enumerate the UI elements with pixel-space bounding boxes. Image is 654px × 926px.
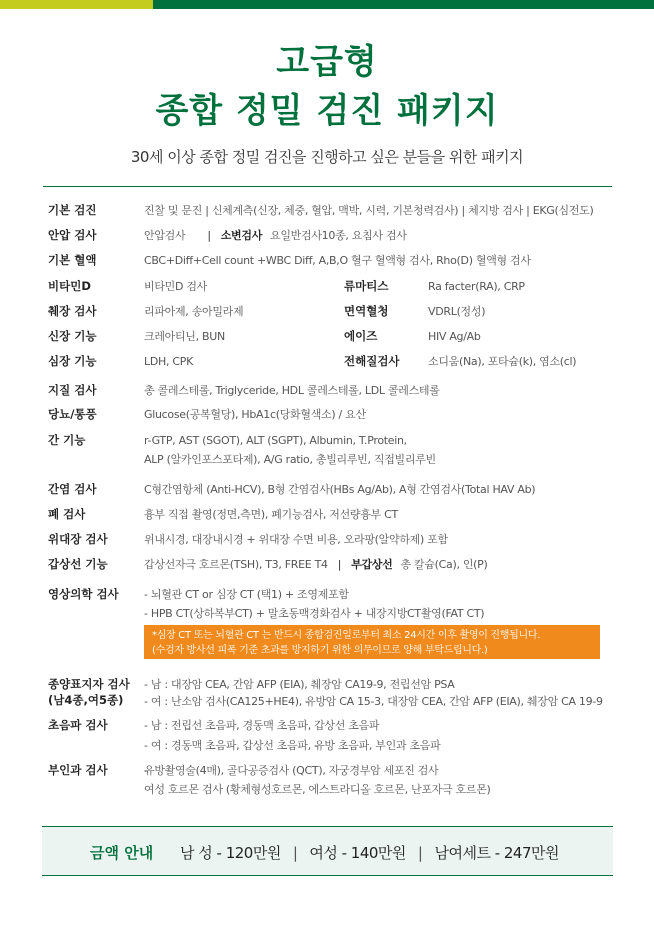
notice-line2: (수검자 방사선 피폭 기준 초과를 방지하기 위한 의무이므로 양해 부탁드립니다.) [152, 645, 488, 656]
row-label: 갑상선 기능 [48, 557, 108, 571]
row-label-2: 류마티스 [344, 279, 389, 293]
price-female: 여성 - 140만원 [309, 844, 406, 862]
row-content: LDH, CPK [144, 355, 193, 368]
inline-content: 요일반검사10종, 요침사 검사 [270, 229, 407, 242]
row-content [144, 557, 614, 572]
top-divider [43, 186, 612, 187]
row-content-text: 안압검사 [144, 229, 186, 242]
row-content-text: 갑상선자극 호르몬(TSH), T3, FREE T4 [144, 558, 328, 571]
row-content: C형간염항체 (Anti-HCV), B형 간염검사(HBs Ag/Ab), A형 간염검사(Total HAV Ab) [144, 483, 536, 496]
row-label: 지질 검사 [48, 383, 97, 397]
row-content: 총 콜레스테롤, Triglyceride, HDL 콜레스테롤, LDL 콜레스테롤 [144, 384, 440, 397]
price-footer [42, 826, 613, 876]
row-label: 부인과 검사 [48, 763, 108, 777]
row-content-line1: r-GTP, AST (SGOT), ALT (SGPT), Albumin, T.Protein, [144, 434, 407, 447]
ct-notice-box [144, 625, 600, 659]
row-label-line1: 종양표지자 검사 [48, 677, 130, 691]
row-label: 췌장 검사 [48, 304, 97, 318]
price-male: 남 성 - 120만원 [180, 844, 281, 862]
row-content: Glucose(공복혈당), HbA1c(당화혈색소) / 요산 [144, 408, 366, 421]
page-title-line2: 종합 정밀 검진 패키지 [155, 91, 499, 131]
notice-line1: *심장 CT 또는 뇌혈관 CT 는 반드시 종합검진일로부터 최소 24시간 이후 촬영이 진행됩니다. [152, 630, 541, 641]
row-label: 간염 검사 [48, 482, 97, 496]
row-label: 초음파 검사 [48, 718, 108, 732]
row-content-line2: ALP (알카인포스포타제), A/G ratio, 총빌리루빈, 직접빌리루빈 [144, 453, 436, 466]
row-label-2: 면역혈청 [344, 304, 389, 318]
top-bar-green-segment [153, 0, 654, 9]
row-label: 비타민D [48, 279, 91, 293]
price-set: 남여세트 - 247만원 [434, 844, 560, 862]
row-label-2: 전해질검사 [344, 354, 400, 368]
top-bar-yellow-segment [0, 0, 153, 9]
inline-divider: | [337, 558, 342, 571]
row-content: 리파아제, 송아밀라제 [144, 305, 244, 318]
row-label: 안압 검사 [48, 228, 97, 242]
top-color-bar [0, 0, 654, 9]
row-content-line1: 유방촬영술(4매), 골다공증검사 (QCT), 자궁경부암 세포진 검사 [144, 764, 439, 777]
row-content: 진찰 및 문진 | 신체계측(신장, 체중, 혈압, 맥박, 시력, 기본청력검사) | 체지방 검사 | EKG(심전도) [144, 204, 594, 217]
row-content-2: Ra facter(RA), CRP [428, 280, 525, 293]
row-label-line2: (남4종,여5종) [48, 693, 124, 707]
price-label: 금액 안내 [90, 844, 154, 862]
row-label: 기본 검진 [48, 203, 97, 217]
row-label: 심장 기능 [48, 354, 97, 368]
inline-divider: | [207, 229, 211, 242]
row-content-2: 소디움(Na), 포타슘(k), 염소(cl) [428, 355, 577, 368]
inline-content: 총 칼슘(Ca), 인(P) [400, 558, 488, 571]
row-content-2: HIV Ag/Ab [428, 330, 481, 343]
price-list [180, 842, 559, 863]
row-content [144, 228, 614, 243]
row-content-line1: - 남 : 대장암 CEA, 간암 AFP (EIA), 췌장암 CA19-9, 전립선암 PSA [144, 678, 455, 691]
row-content-2: VDRL(정성) [428, 305, 486, 318]
row-label: 간 기능 [48, 433, 86, 447]
row-label: 폐 검사 [48, 507, 86, 521]
inline-label: 부갑상선 [351, 558, 393, 571]
row-content: 위내시경, 대장내시경 + 위대장 수면 비용, 오라팡(알약하제) 포함 [144, 533, 448, 546]
price-divider: | [417, 844, 423, 862]
row-label: 당뇨/통풍 [48, 407, 97, 421]
row-content-line2: - 여 : 경동맥 초음파, 갑상선 초음파, 유방 초음파, 부인과 초음파 [144, 739, 441, 752]
row-label: 영상의학 검사 [48, 587, 119, 601]
page-title-line1: 고급형 [276, 42, 378, 82]
row-label: 기본 혈액 [48, 253, 97, 267]
row-content-line2: 여성 호르몬 검사 (황체형성호르몬, 에스트라디올 호르몬, 난포자극 호르몬) [144, 783, 491, 796]
row-content-line2: - HPB CT(상하복부CT) + 말초동맥경화검사 + 내장지방CT촬영(FAT CT) [144, 607, 485, 620]
inline-label: 소변검사 [220, 229, 263, 242]
row-content: CBC+Diff+Cell count +WBC Diff, A,B,O 혈구 혈액형 검사, Rho(D) 혈액형 검사 [144, 254, 531, 267]
row-label: 신장 기능 [48, 329, 97, 343]
row-content: 비타민D 검사 [144, 280, 207, 293]
page-subtitle: 30세 이상 종합 정밀 검진을 진행하고 싶은 분들을 위한 패키지 [130, 148, 524, 166]
price-divider: | [292, 844, 298, 862]
row-content: 크레아티닌, BUN [144, 330, 225, 343]
row-content-line2: - 여 : 난소암 검사(CA125+HE4), 유방암 CA 15-3, 대장암 CEA, 간암 AFP (EIA), 췌장암 CA 19-9 [144, 695, 603, 708]
row-content-line1: - 남 : 전립선 초음파, 경동맥 초음파, 갑상선 초음파 [144, 719, 380, 732]
row-label: 위대장 검사 [48, 532, 108, 546]
row-content: 흉부 직접 촬영(정면,측면), 폐기능검사, 저선량흉부 CT [144, 508, 398, 521]
row-label-2: 에이즈 [344, 329, 378, 343]
row-content-line1: - 뇌혈관 CT or 심장 CT (택1) + 조영제포함 [144, 588, 349, 601]
